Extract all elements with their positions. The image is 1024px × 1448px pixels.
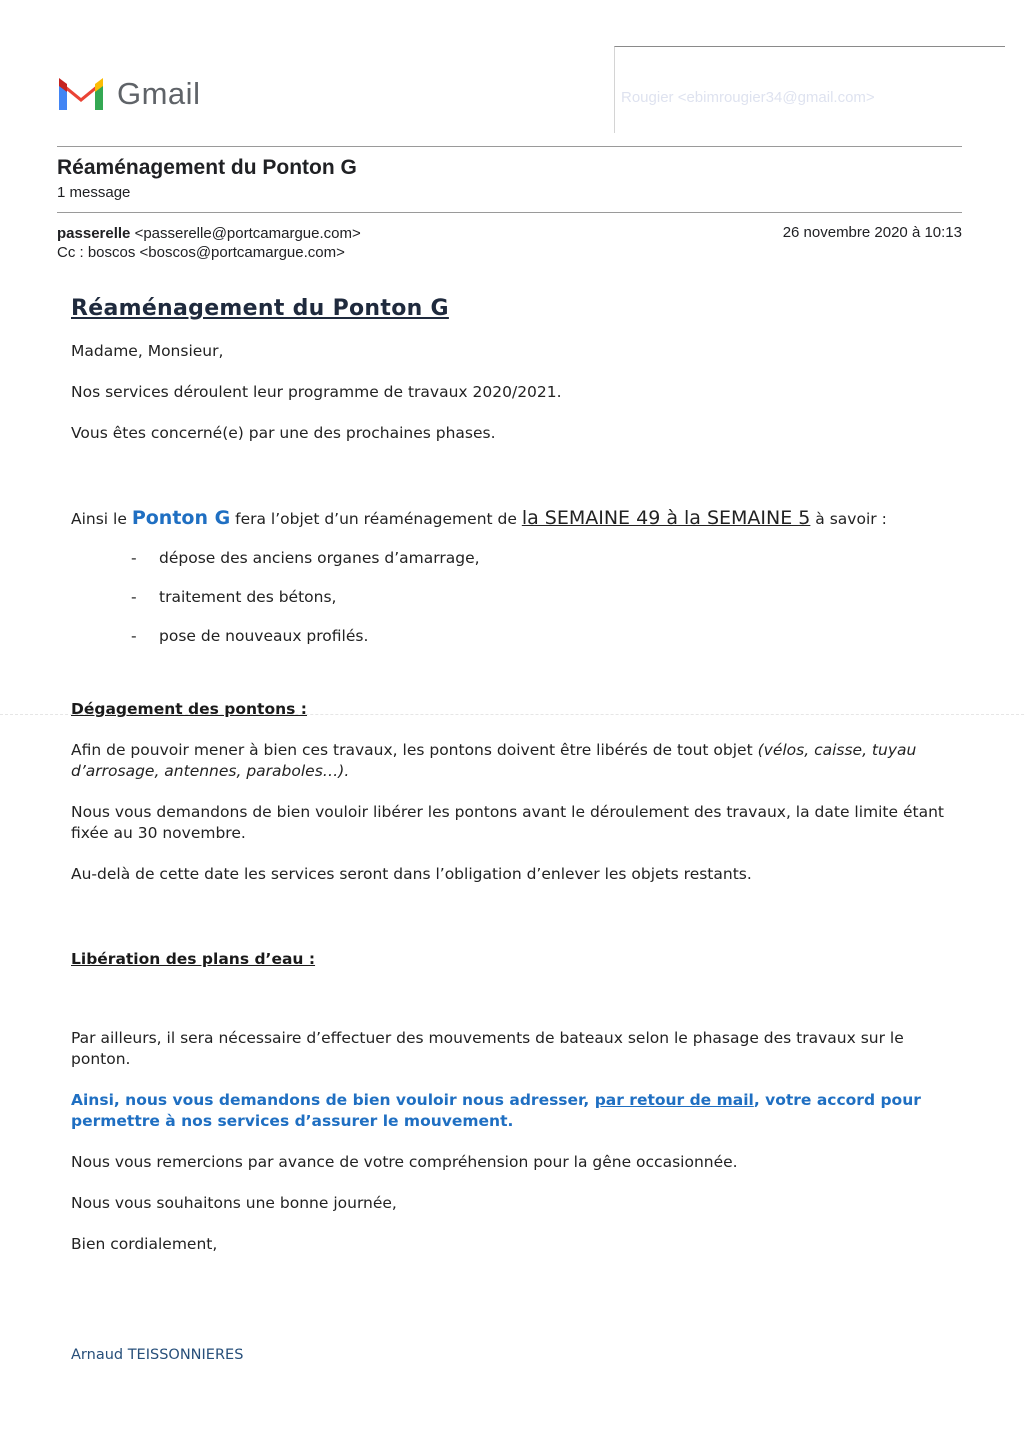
paragraph-programme: Nos services déroulent leur programme de travaux 2020/2021. xyxy=(71,383,562,401)
list-item: - pose de nouveaux profilés. xyxy=(131,626,951,647)
message-count: 1 message xyxy=(57,184,131,201)
ainsi-prefix: Ainsi le xyxy=(71,510,132,528)
paragraph-mouvements: Par ailleurs, il sera nécessaire d’effectuer des mouvements de bateaux selon le phasage des travaux sur le ponton. xyxy=(71,1029,904,1068)
cc-value[interactable]: boscos <boscos@portcamargue.com> xyxy=(87,244,345,261)
message-date: 26 novembre 2020 à 10:13 xyxy=(782,224,962,241)
list-item: - dépose des anciens organes d’amarrage, xyxy=(131,548,951,569)
reply-link[interactable]: par retour de mail xyxy=(594,1091,754,1109)
weeks-range: la SEMAINE 49 à la SEMAINE 5 xyxy=(521,507,811,529)
divider xyxy=(57,212,962,213)
accord-text-b: , votre accord pour permettre à nos services d’assurer le mouvement. xyxy=(71,1091,921,1130)
ainsi-suffix: à savoir : xyxy=(810,510,887,528)
gmail-logo[interactable] xyxy=(55,72,200,116)
paragraph-souhait: Nous vous souhaitons une bonne journée, xyxy=(71,1194,397,1212)
recipient-box xyxy=(614,46,1005,133)
list-item: - traitement des bétons, xyxy=(131,587,951,608)
gmail-m-icon xyxy=(55,74,107,114)
sender-name[interactable]: passerelle xyxy=(57,225,131,242)
accord-text-a: Ainsi, nous vous demandons de bien vouloir nous adresser, xyxy=(71,1091,595,1109)
objets-text: Afin de pouvoir mener à bien ces travaux, les pontons doivent être libérés de tout objet xyxy=(71,741,758,759)
paragraph-accord xyxy=(71,1090,951,1132)
paragraph-closing: Bien cordialement, xyxy=(71,1235,218,1253)
paragraph-concerne: Vous êtes concerné(e) par une des prochaines phases. xyxy=(71,424,496,442)
works-list xyxy=(131,548,951,647)
divider xyxy=(57,146,962,147)
message-header xyxy=(57,224,361,262)
paragraph-date-limite: Nous vous demandons de bien vouloir libérer les pontons avant le déroulement des travaux, la date limite étant fixée au 30 novembre. xyxy=(71,803,944,842)
paragraph-obligation: Au-delà de cette date les services seront dans l’obligation d’enlever les objets restants. xyxy=(71,865,752,883)
thread-subject: Réaménagement du Ponton G xyxy=(57,156,357,179)
faded-recipient: Rougier <ebimrougier34@gmail.com> xyxy=(621,89,875,106)
signature: Arnaud TEISSONNIERES xyxy=(71,1347,244,1363)
body-title: Réaménagement du Ponton G xyxy=(71,296,449,321)
paragraph-remerciements: Nous vous remercions par avance de votre compréhension pour la gêne occasionnée. xyxy=(71,1153,738,1171)
objets-examples: (vélos, caisse, tuyau d’arrosage, antennes, paraboles…). xyxy=(71,741,917,780)
gmail-wordmark: Gmail xyxy=(117,76,201,111)
paragraph-objets xyxy=(71,740,951,782)
ainsi-mid: fera l’objet d’un réaménagement de xyxy=(230,510,522,528)
section-title-liberation: Libération des plans d’eau : xyxy=(71,950,316,968)
paragraph-ainsi xyxy=(71,508,951,530)
cc-label: Cc : xyxy=(57,244,84,261)
message-body xyxy=(71,298,951,1255)
sender-email[interactable]: <passerelle@portcamargue.com> xyxy=(134,225,361,242)
ponton-name: Ponton G xyxy=(131,507,231,529)
section-title-degagement: Dégagement des pontons : xyxy=(71,700,307,718)
greeting: Madame, Monsieur, xyxy=(71,342,224,360)
